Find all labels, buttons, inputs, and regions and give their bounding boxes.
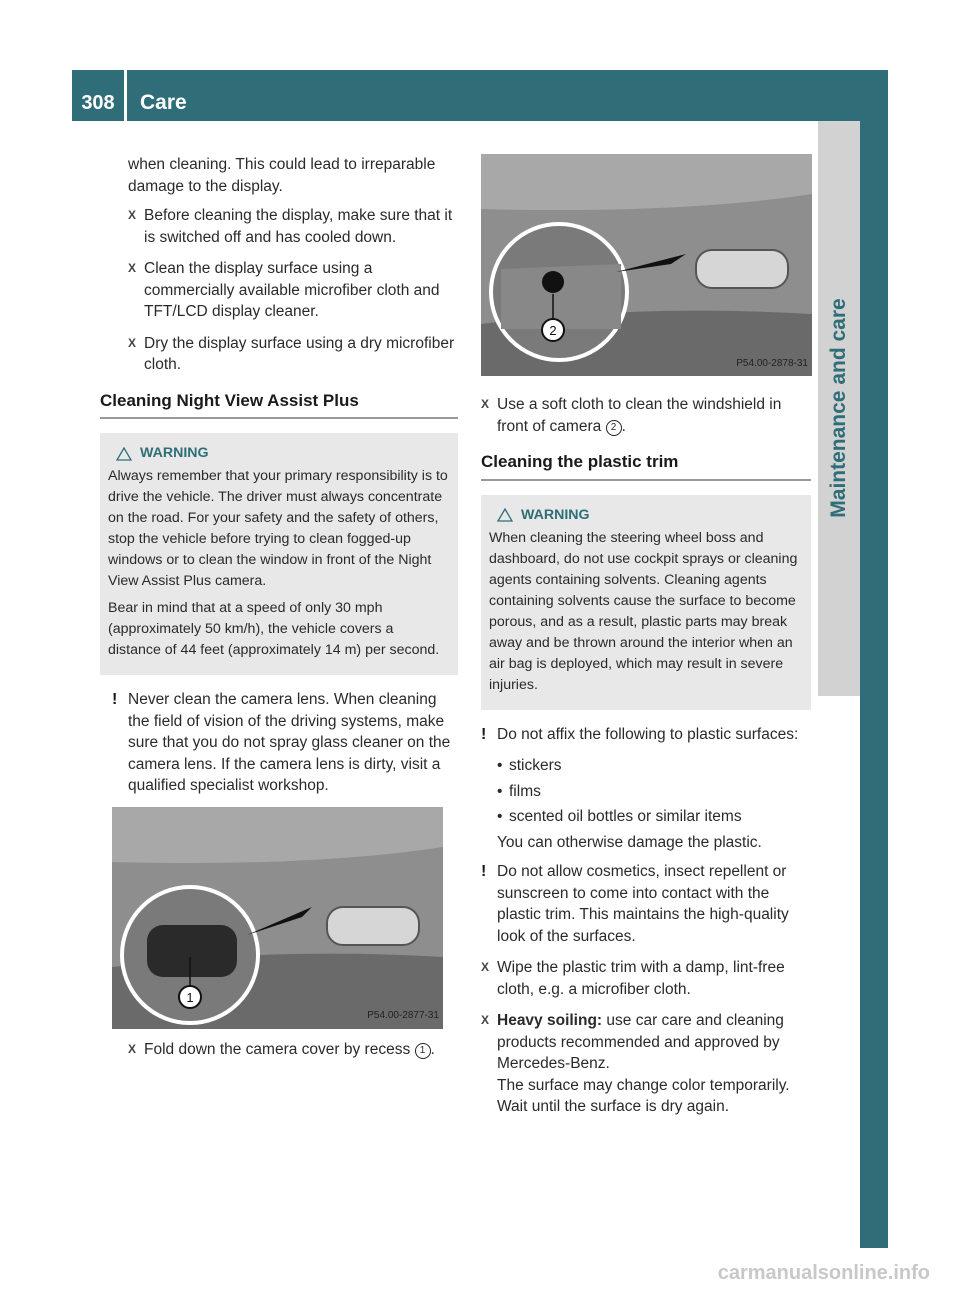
- warning-text: Always remember that your primary responsibility is to drive the vehicle. The driver must always concentrate on the road. For your safety and the safety of others, stop the vehicle before trying to clean fogged-up windows or to clean the window in front of the Night View Assist Plus camera.: [108, 468, 448, 589]
- step-label: Heavy soiling:: [497, 1012, 603, 1029]
- warning-triangle-icon: [497, 508, 513, 522]
- header-divider: [124, 70, 127, 121]
- note-outro: You can otherwise damage the plastic.: [497, 833, 762, 851]
- warning-header: WARNING: [489, 505, 803, 526]
- exclamation-icon: !: [481, 725, 487, 743]
- step-arrow-icon: X: [481, 1013, 490, 1027]
- bullet-icon: •: [497, 808, 503, 825]
- callout-ref: 1: [415, 1043, 431, 1059]
- header-bar: [72, 70, 888, 121]
- instruction-step: X Clean the display surface using a commercially available microfiber cloth and TFT/LCD display cleaner.: [128, 260, 440, 320]
- warning-box: [481, 495, 811, 710]
- page-number: 308: [81, 92, 115, 114]
- exclamation-icon: !: [481, 863, 487, 880]
- step-arrow-icon: X: [128, 335, 137, 350]
- exclamation-icon: !: [112, 691, 118, 708]
- step-extra: The surface may change color temporarily. Wait until the surface is dry again.: [497, 1076, 790, 1115]
- instruction-step: X Before cleaning the display, make sure that it is switched off and has cooled down.: [128, 207, 453, 246]
- list-item: • stickers: [481, 755, 811, 777]
- warning-text: When cleaning the steering wheel boss and dashboard, do not use cockpit sprays or cleaning agents containing solvents. Cleaning agents containing solvents cause the surface to become porous, and as a result, plastic parts may break away and be thrown around the interior when an air bag is deployed, which may result in severe injuries.: [489, 529, 798, 693]
- instruction-step: X Wipe the plastic trim with a damp, lint-free cloth, e.g. a microfiber cloth.: [481, 959, 785, 998]
- step-arrow-icon: X: [481, 397, 490, 411]
- figure-code: P54.00-2877-31: [367, 1010, 439, 1021]
- step-arrow-icon: X: [128, 1041, 137, 1056]
- callout-ref: 2: [606, 420, 622, 436]
- camera-cover-illustration: [112, 807, 443, 1029]
- warning-text: Bear in mind that at a speed of only 30 mph (approximately 50 km/h), the vehicle covers a distance of 44 feet (approximately 14 m) per second.: [108, 600, 440, 658]
- figure-callout: 2: [549, 323, 557, 338]
- left-column: [100, 154, 458, 1070]
- intro-text: when cleaning. This could lead to irreparable damage to the display.: [128, 156, 436, 195]
- instruction-step: X Use a soft cloth to clean the windshield in front of camera 2 .: [481, 396, 782, 435]
- step-arrow-icon: X: [128, 208, 137, 222]
- instruction-step: X Fold down the camera cover by recess 1 .: [128, 1039, 458, 1061]
- figure-callout: 1: [186, 989, 194, 1005]
- list-item: • scented oil bottles or similar items: [481, 806, 811, 828]
- section-title: Care: [140, 91, 187, 114]
- windshield-camera-illustration: [481, 154, 812, 376]
- warning-header: WARNING: [108, 443, 450, 464]
- bullet-icon: •: [497, 782, 503, 800]
- section-heading: Cleaning the plastic trim: [481, 451, 811, 481]
- side-accent-bar: [860, 121, 888, 1248]
- caution-note: ! Do not affix the following to plastic surfaces:: [481, 724, 811, 746]
- caution-note: ! Never clean the camera lens. When cleaning the field of vision of the driving systems, make sure that you do not spray glass cleaner on the camera lens. If the camera lens is dirty, visit a qualified specialist workshop.: [112, 691, 451, 794]
- warning-box: [100, 433, 458, 675]
- side-tab-label: Maintenance and care: [827, 298, 850, 518]
- right-column: [481, 154, 811, 1128]
- step-arrow-icon: X: [481, 960, 490, 974]
- step-arrow-icon: X: [128, 261, 137, 275]
- warning-triangle-icon: [116, 447, 132, 461]
- list-item: • films: [481, 781, 811, 803]
- bullet-icon: •: [497, 757, 503, 774]
- instruction-step: X Dry the display surface using a dry microfiber cloth.: [128, 334, 455, 373]
- figure-code: P54.00-2878-31: [736, 357, 808, 369]
- caution-note: ! Do not allow cosmetics, insect repellent or sunscreen to come into contact with the plastic trim. This maintains the high-quality look of the surfaces.: [481, 863, 789, 945]
- watermark: carmanualsonline.info: [717, 1262, 930, 1284]
- section-heading: Cleaning Night View Assist Plus: [100, 390, 458, 420]
- instruction-step: X Heavy soiling: use car care and cleaning products recommended and approved by Mercedes-Benz. The surface may change color temporarily. Wait until the surface is dry again.: [481, 1012, 790, 1115]
